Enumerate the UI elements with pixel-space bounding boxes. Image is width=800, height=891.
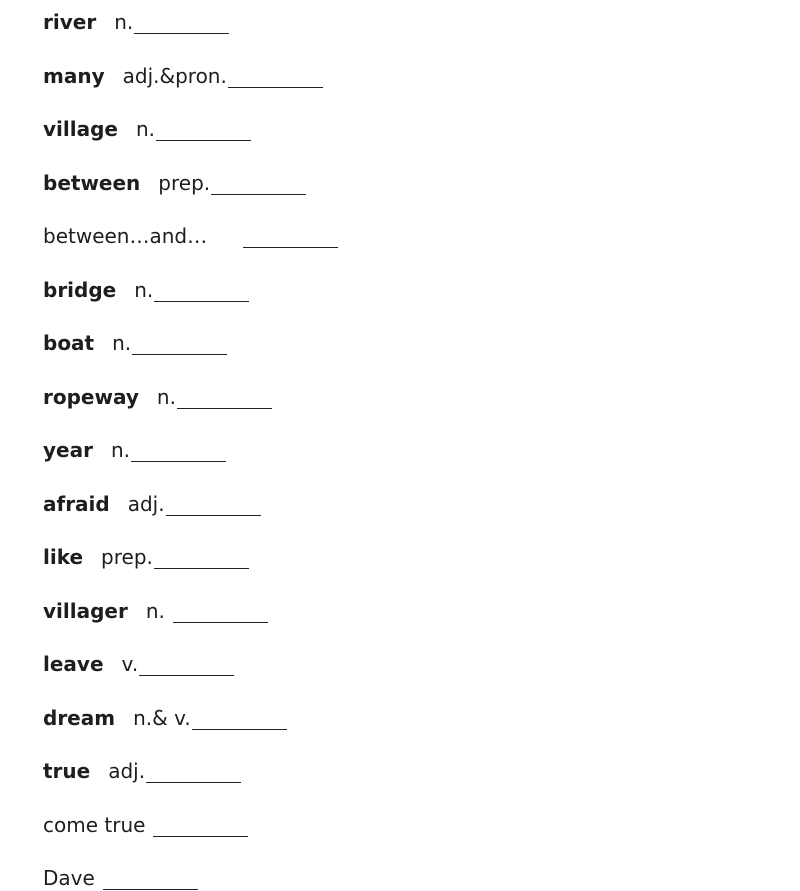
answer-blank[interactable] [166,493,261,516]
vocab-item-dream [43,700,287,730]
answer-blank[interactable] [243,225,338,248]
answer-blank[interactable] [132,332,227,355]
vocab-phrase: between…and… [43,224,208,248]
vocab-item-between-and [43,218,338,248]
vocab-part-of-speech: n. [135,117,156,141]
answer-blank[interactable] [156,118,251,141]
answer-blank[interactable] [134,11,229,34]
vocab-word: village [43,117,118,141]
vocab-word: boat [43,331,95,355]
vocab-part-of-speech: n. [110,438,131,462]
vocab-item-villager [43,593,268,623]
vocab-part-of-speech: adj. [127,492,165,516]
vocab-phrase: come true [43,813,146,837]
vocab-name: Dave [43,866,95,890]
vocab-part-of-speech: adj. [108,759,146,783]
vocab-part-of-speech: prep. [101,545,153,569]
vocab-item-boat [43,325,227,355]
vocabulary-worksheet [43,0,783,891]
vocab-item-come-true [43,807,248,837]
vocab-item-village [43,111,251,141]
vocab-word: villager [43,599,128,623]
vocab-part-of-speech: n.& v. [133,706,191,730]
vocab-word: between [43,171,141,195]
vocab-item-bridge [43,272,249,302]
answer-blank[interactable] [154,546,249,569]
vocab-item-dave [43,860,198,890]
vocab-word: dream [43,706,116,730]
vocab-part-of-speech: adj.&pron. [122,64,227,88]
vocab-word: bridge [43,278,117,302]
answer-blank[interactable] [173,600,268,623]
answer-blank[interactable] [192,707,287,730]
vocab-word: many [43,64,105,88]
answer-blank[interactable] [146,760,241,783]
vocab-word: ropeway [43,385,139,409]
vocab-item-true [43,753,241,783]
answer-blank[interactable] [154,279,249,302]
vocab-item-river [43,4,229,34]
answer-blank[interactable] [228,65,323,88]
vocab-part-of-speech: n. [156,385,176,409]
vocab-word: afraid [43,492,110,516]
vocab-item-afraid [43,486,261,516]
vocab-item-ropeway [43,379,272,409]
vocab-item-between [43,165,306,195]
vocab-item-year [43,432,226,462]
vocab-word: like [43,545,84,569]
answer-blank[interactable] [131,439,226,462]
vocab-part-of-speech: n. [114,10,134,34]
vocab-word: river [43,10,97,34]
answer-blank[interactable] [103,867,198,890]
answer-blank[interactable] [139,653,234,676]
vocab-part-of-speech: prep. [158,171,211,195]
vocab-part-of-speech: v. [121,652,139,676]
vocab-item-many [43,58,323,88]
vocab-word: leave [43,652,104,676]
vocab-item-leave [43,646,234,676]
vocab-part-of-speech: n. [134,278,154,302]
answer-blank[interactable] [211,172,306,195]
vocab-part-of-speech: n. [145,599,165,623]
vocab-part-of-speech: n. [112,331,132,355]
answer-blank[interactable] [177,386,272,409]
vocab-word: true [43,759,91,783]
vocab-item-like [43,539,249,569]
vocab-word: year [43,438,93,462]
answer-blank[interactable] [153,814,248,837]
